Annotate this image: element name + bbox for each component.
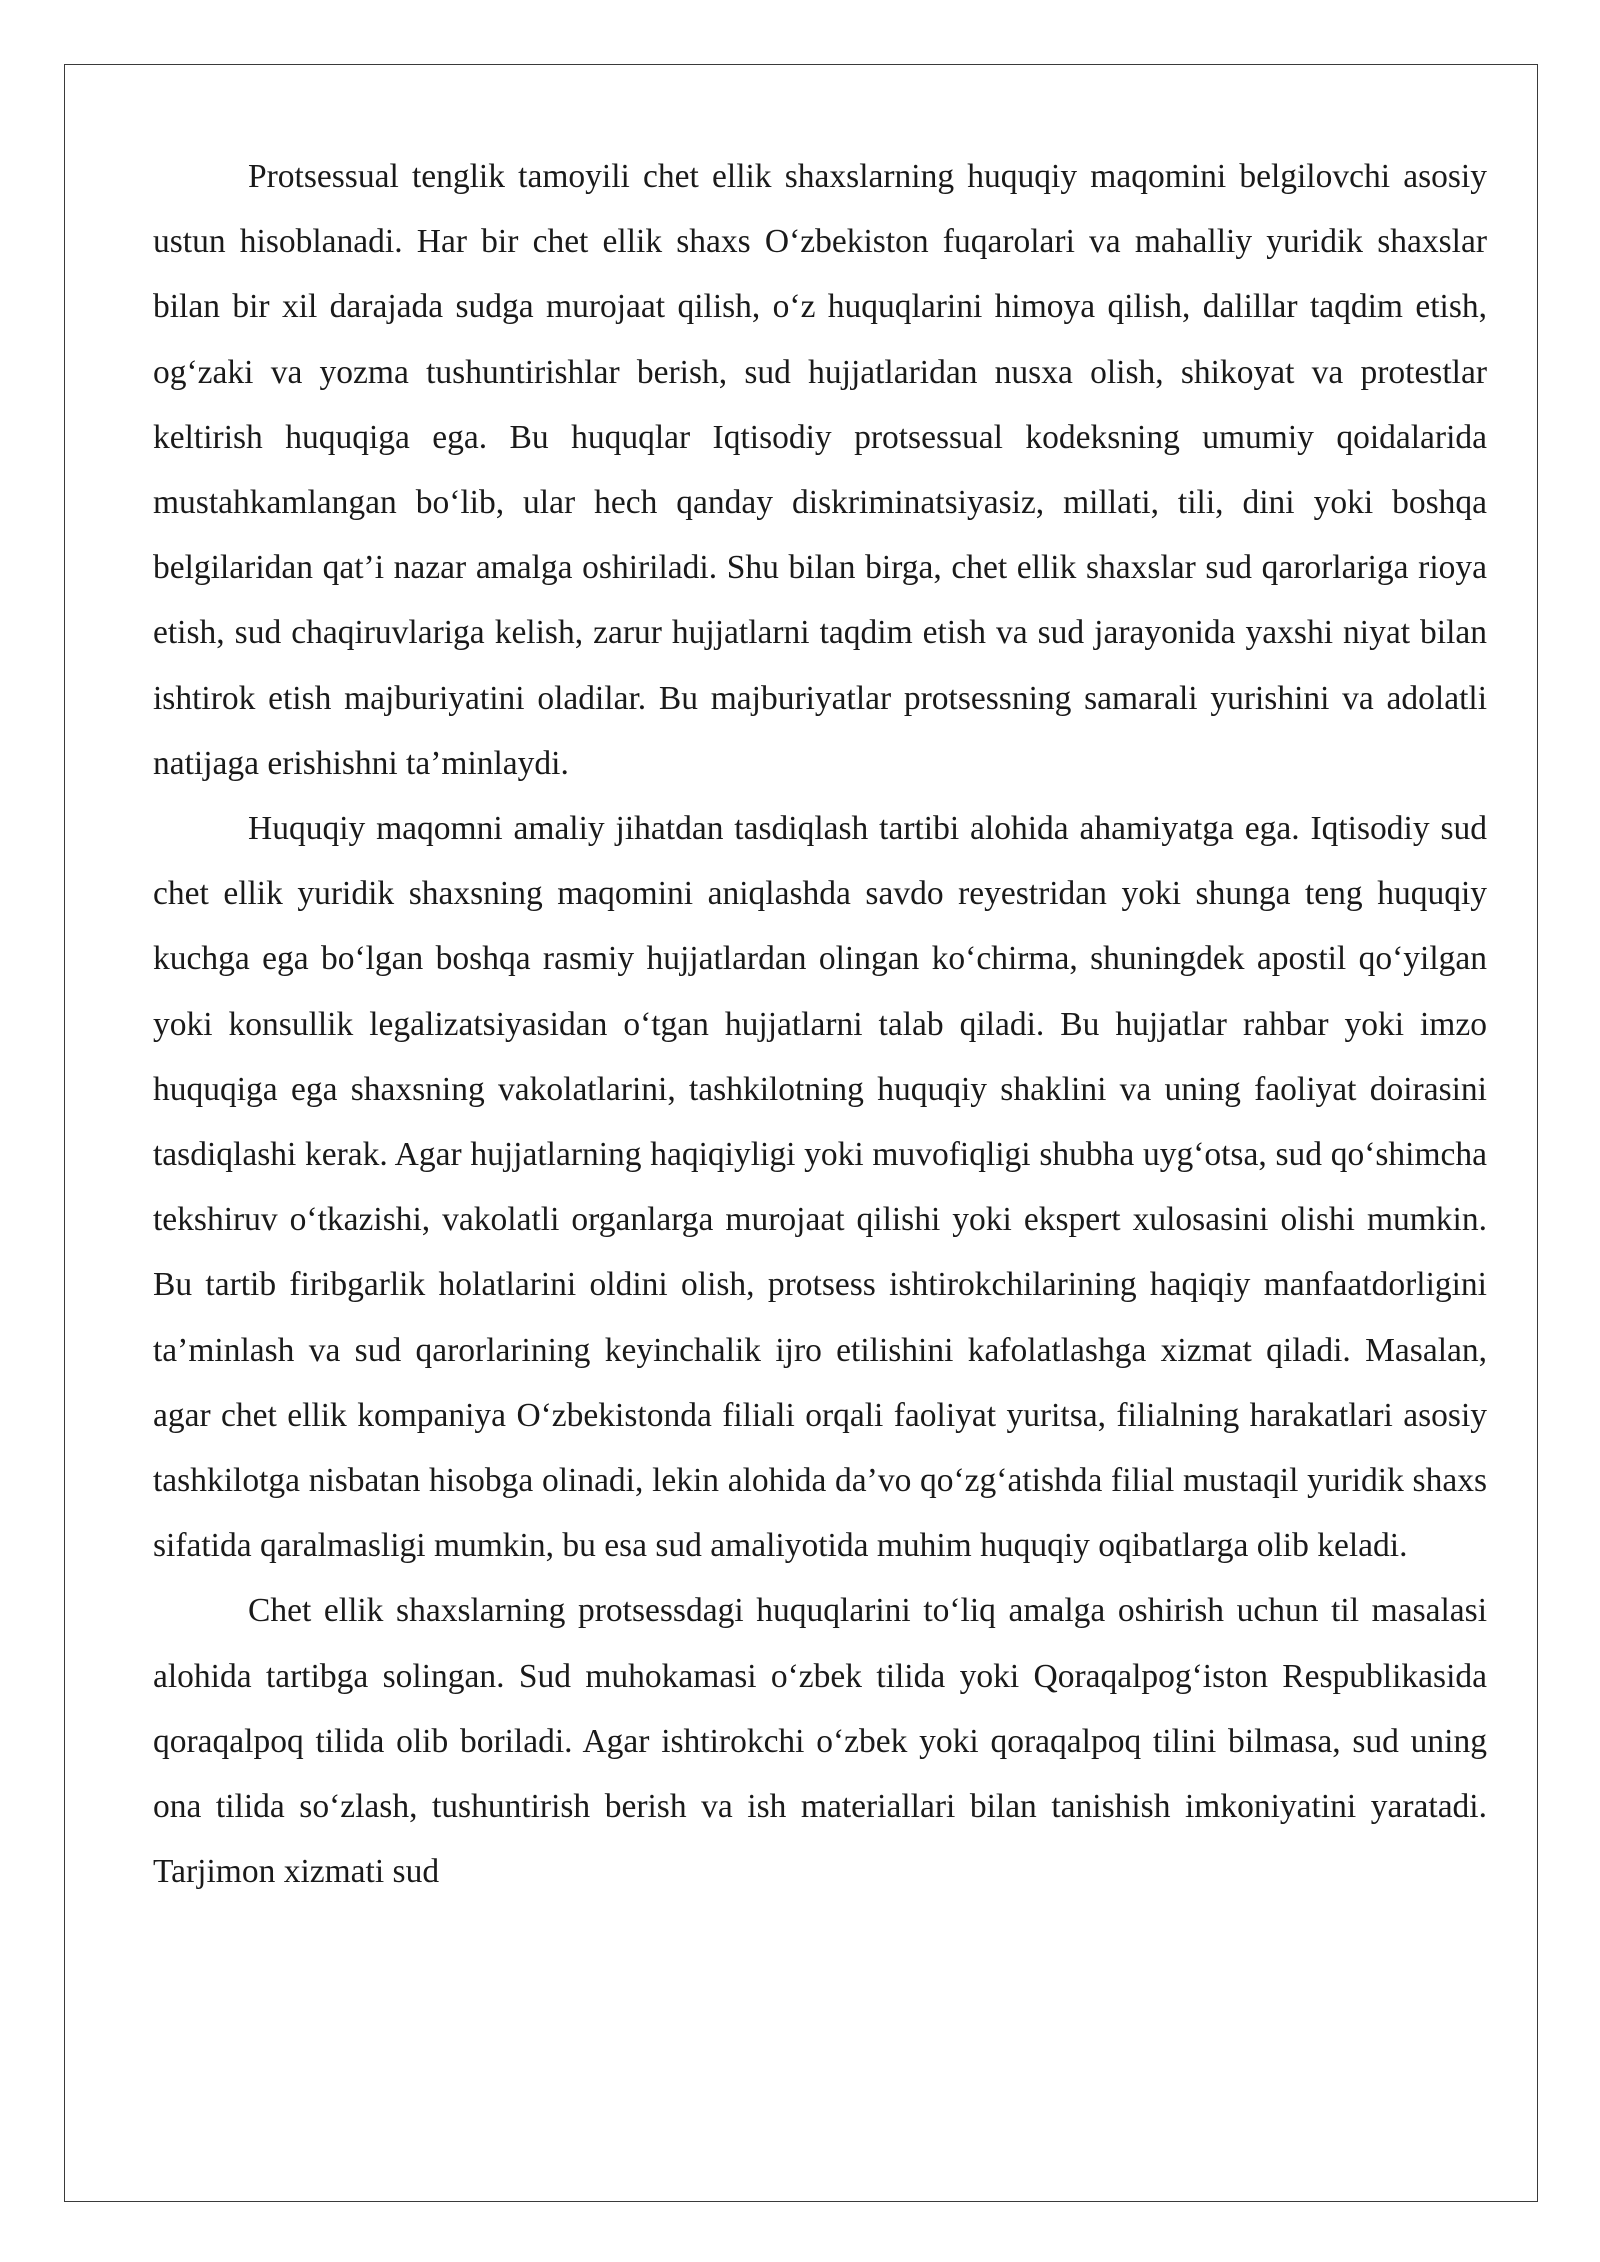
document-body	[153, 144, 1487, 1904]
paragraph-procedural-equality: Protsessual tenglik tamoyili chet ellik shaxslarning huquqiy maqomini belgilovchi asosiy ustun hisoblanadi. Har bir chet ellik shaxs O‘zbekiston fuqarolari va mahalliy yuridik shaxslar bilan bir xil darajada sudga murojaat qilish, o‘z huquqlarini himoya qilish, dalillar taqdim etish, og‘zaki va yozma tushuntirishlar berish, sud hujjatlaridan nusxa olish, shikoyat va protestlar keltirish huquqiga ega. Bu huquqlar Iqtisodiy protsessual kodeksning umumiy qoidalarida mustahkamlangan bo‘lib, ular hech qanday diskriminatsiyasiz, millati, tili, dini yoki boshqa belgilaridan qat’i nazar amalga oshiriladi. Shu bilan birga, chet ellik shaxslar sud qarorlariga rioya etish, sud chaqiruvlariga kelish, zarur hujjatlarni taqdim etish va sud jarayonida yaxshi niyat bilan ishtirok etish majburiyatini oladilar. Bu majburiyatlar protsessning samarali yurishini va adolatli natijaga erishishni ta’minlaydi.	[153, 158, 1487, 782]
paragraph-language-of-proceedings: Chet ellik shaxslarning protsessdagi huquqlarini to‘liq amalga oshirish uchun til masalasi alohida tartibga solingan. Sud muhokamasi o‘zbek tilida yoki Qoraqalpog‘iston Respublikasida qoraqalpoq tilida olib boriladi. Agar ishtirokchi o‘zbek yoki qoraqalpoq tilini bilmasa, sud uning ona tilida so‘zlash, tushuntirish berish va ish materiallari bilan tanishish imkoniyatini yaratadi. Tarjimon xizmati sud	[153, 1592, 1487, 1891]
paragraph-legal-status-confirmation: Huquqiy maqomni amaliy jihatdan tasdiqlash tartibi alohida ahamiyatga ega. Iqtisodiy sud chet ellik yuridik shaxsning maqomini aniqlashda savdo reyestridan yoki shunga teng huquqiy kuchga ega bo‘lgan boshqa rasmiy hujjatlardan olingan ko‘chirma, shuningdek apostil qo‘yilgan yoki konsullik legalizatsiyasidan o‘tgan hujjatlarni talab qiladi. Bu hujjatlar rahbar yoki imzo huquqiga ega shaxsning vakolatlarini, tashkilotning huquqiy shaklini va uning faoliyat doirasini tasdiqlashi kerak. Agar hujjatlarning haqiqiyligi yoki muvofiqligi shubha uyg‘otsa, sud qo‘shimcha tekshiruv o‘tkazishi, vakolatli organlarga murojaat qilishi yoki ekspert xulosasini olishi mumkin. Bu tartib firibgarlik holatlarini oldini olish, protsess ishtirokchilarining haqiqiy manfaatdorligini ta’minlash va sud qarorlarining keyinchalik ijro etilishini kafolatlashga xizmat qiladi. Masalan, agar chet ellik kompaniya O‘zbekistonda filiali orqali faoliyat yuritsa, filialning harakatlari asosiy tashkilotga nisbatan hisobga olinadi, lekin alohida da’vo qo‘zg‘atishda filial mustaqil yuridik shaxs sifatida qaralmasligi mumkin, bu esa sud amaliyotida muhim huquqiy oqibatlarga olib keladi.	[153, 810, 1487, 1565]
